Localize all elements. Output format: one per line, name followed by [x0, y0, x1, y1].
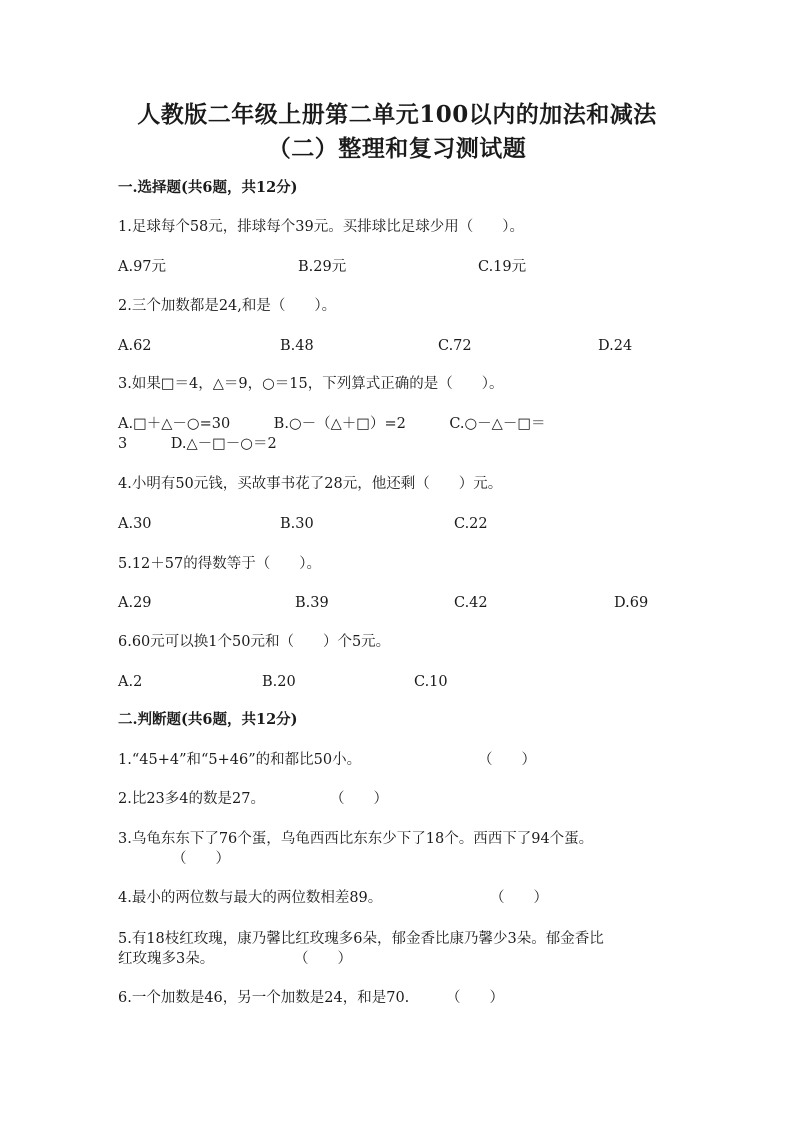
choice-option[interactable]: C.42: [454, 595, 488, 611]
choice-option[interactable]: C.72: [438, 338, 472, 354]
choice-option[interactable]: A.2: [118, 674, 143, 690]
answer-blank[interactable]: （ ）: [294, 951, 352, 967]
choice-question-6: 6.60元可以换1个50元和（ ）个5元。: [118, 634, 391, 650]
choice-option[interactable]: B.29元: [298, 259, 347, 275]
choice-option[interactable]: D.24: [598, 338, 633, 354]
choice-option[interactable]: C.22: [454, 516, 488, 532]
choice-option[interactable]: A.30: [118, 516, 152, 532]
section-heading-judgment: 二.判断题(共6题，共12分): [118, 711, 298, 728]
page-title-line1: 人教版二年级上册第二单元100以内的加法和减法: [137, 101, 657, 128]
choice-question-1: 1.足球每个58元，排球每个39元。买排球比足球少用（ ）。: [118, 219, 524, 235]
choice-option[interactable]: C.10: [414, 674, 448, 690]
choice-question-2: 2.三个加数都是24,和是（ ）。: [118, 298, 337, 314]
choice-question-4: 4.小明有50元钱，买故事书花了28元，他还剩（ ）元。: [118, 476, 503, 492]
choice-options-line1[interactable]: A.□＋△－○=30 B.○－（△＋□）=2 C.○－△－□＝: [118, 416, 546, 432]
answer-blank[interactable]: （ ）: [490, 890, 548, 906]
answer-blank[interactable]: （ ）: [330, 791, 388, 807]
answer-blank[interactable]: （ ）: [446, 990, 504, 1006]
judgment-question-5-line2: 红玫瑰多3朵。: [118, 951, 215, 967]
section-heading-choice: 一.选择题(共6题，共12分): [118, 179, 298, 196]
choice-option[interactable]: A.97元: [118, 259, 167, 275]
answer-blank[interactable]: （ ）: [478, 752, 536, 768]
choice-question-3: 3.如果□＝4，△＝9，○＝15，下列算式正确的是（ ）。: [118, 376, 504, 392]
judgment-question-2: 2.比23多4的数是27。: [118, 791, 265, 807]
judgment-question-3: 3.乌龟东东下了76个蛋，乌龟西西比东东少下了18个。西西下了94个蛋。: [118, 831, 594, 847]
choice-option[interactable]: A.29: [118, 595, 152, 611]
choice-option[interactable]: B.30: [280, 516, 314, 532]
choice-option[interactable]: A.62: [118, 338, 152, 354]
page-title-line2: （二）整理和复习测试题: [267, 135, 527, 162]
judgment-question-1: 1.“45+4”和“5+46”的和都比50小。: [118, 752, 362, 768]
judgment-question-5-line1: 5.有18枝红玫瑰，康乃馨比红玫瑰多6朵，郁金香比康乃馨少3朵。郁金香比: [118, 931, 604, 947]
judgment-question-4: 4.最小的两位数与最大的两位数相差89。: [118, 890, 383, 906]
answer-blank[interactable]: （ ）: [172, 851, 230, 867]
judgment-question-6: 6.一个加数是46，另一个加数是24，和是70.: [118, 990, 410, 1006]
choice-option[interactable]: C.19元: [478, 259, 527, 275]
choice-question-5: 5.12＋57的得数等于（ ）。: [118, 556, 321, 572]
choice-option[interactable]: B.39: [295, 595, 329, 611]
choice-options-line2[interactable]: 3 D.△－□－○＝2: [118, 436, 277, 452]
choice-option[interactable]: D.69: [614, 595, 649, 611]
choice-option[interactable]: B.20: [262, 674, 296, 690]
choice-option[interactable]: B.48: [280, 338, 314, 354]
